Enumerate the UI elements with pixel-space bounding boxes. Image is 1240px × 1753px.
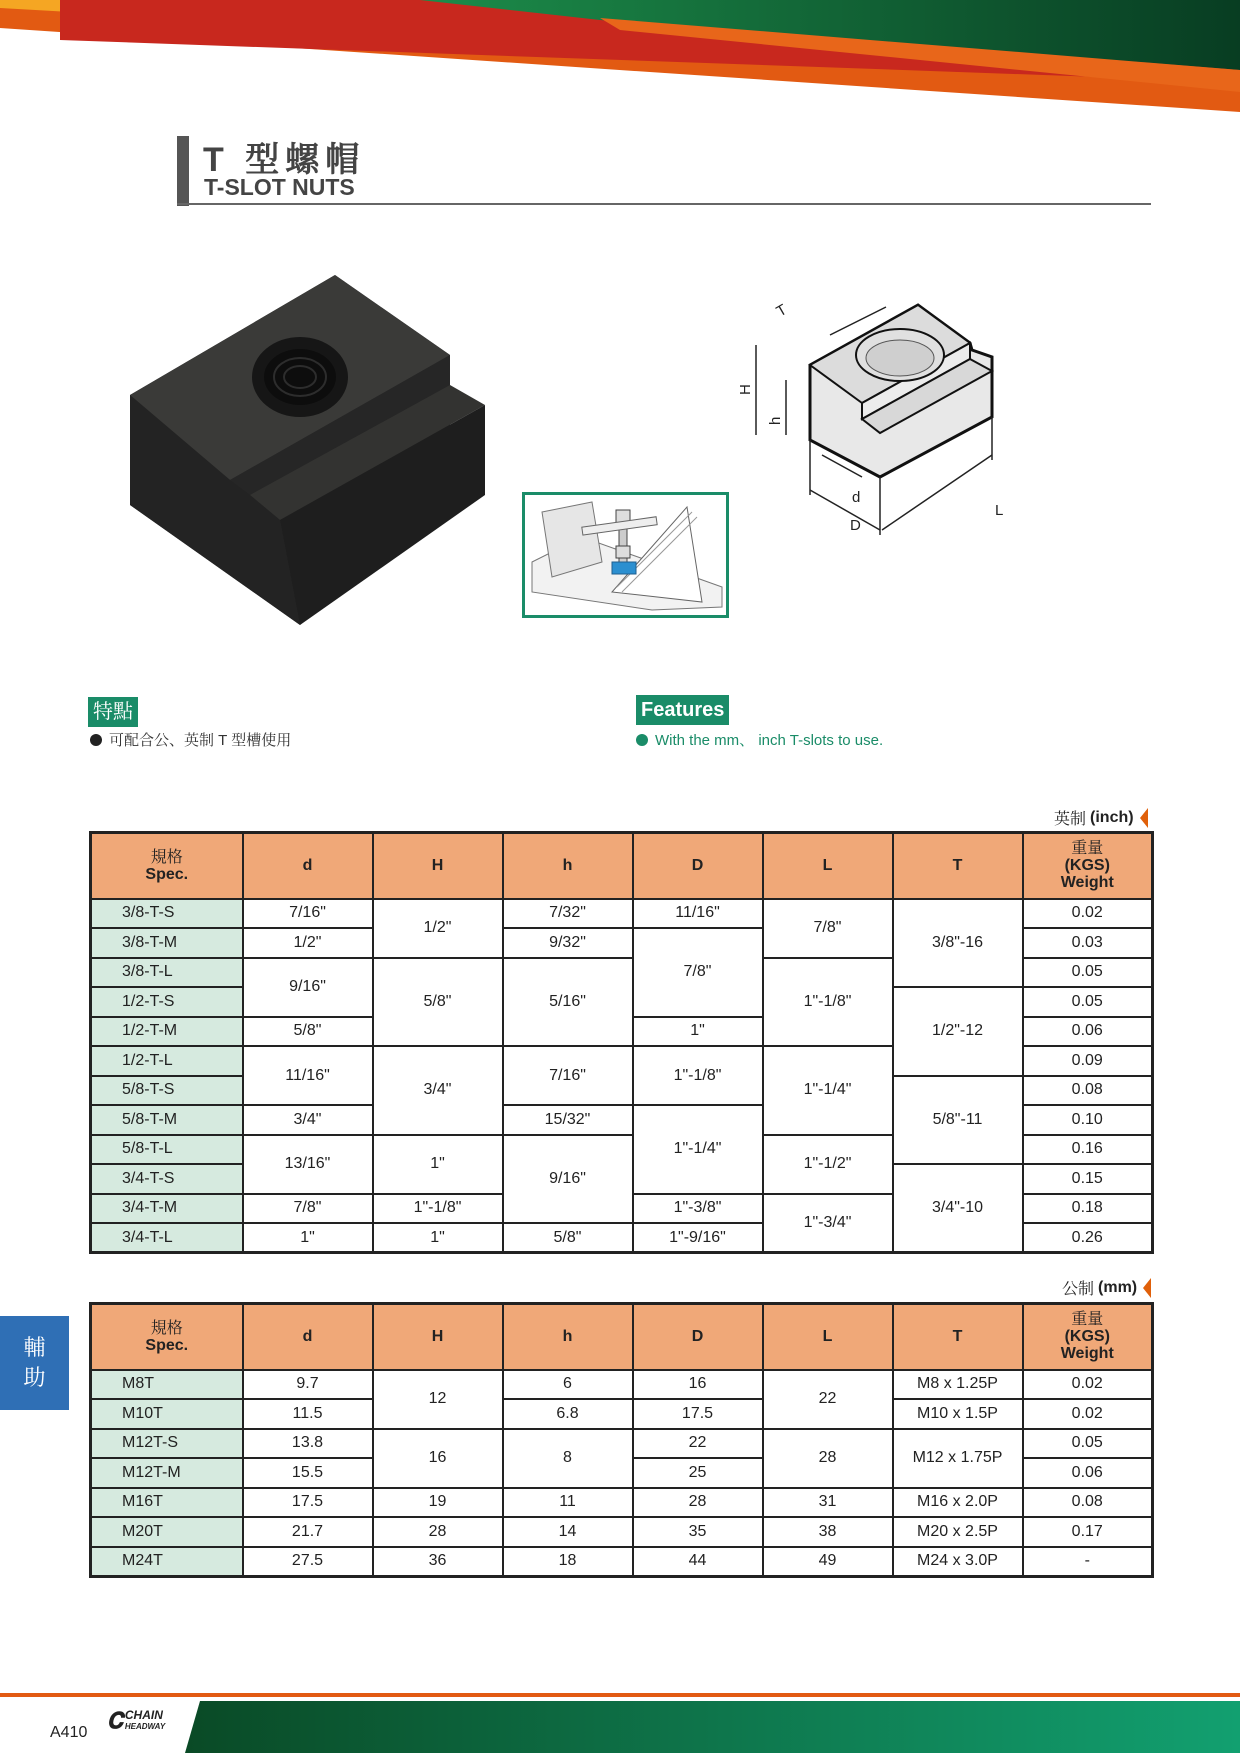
cell-D: 17.5 xyxy=(633,1399,763,1429)
cell-spec: 5/8-T-S xyxy=(91,1076,243,1106)
cell-h: 8 xyxy=(503,1429,633,1488)
feature-text-en: With the mm、 inch T-slots to use. xyxy=(655,732,884,749)
side-tab-char-1: 輔 xyxy=(23,1335,46,1360)
unit-cn: 公制 xyxy=(1062,1281,1095,1298)
cell-d: 11.5 xyxy=(243,1399,373,1429)
feature-item-en xyxy=(636,729,883,750)
title-underline xyxy=(177,203,1151,205)
cell-H: 5/8" xyxy=(373,958,503,1047)
col-h: h xyxy=(503,1304,633,1370)
triangle-marker-icon xyxy=(1143,1278,1151,1298)
cell-spec: 1/2-T-M xyxy=(91,1017,243,1047)
cell-h: 7/16" xyxy=(503,1046,633,1105)
side-tab-char-2: 助 xyxy=(23,1365,46,1390)
cell-H: 36 xyxy=(373,1547,503,1577)
cell-weight: 0.16 xyxy=(1023,1135,1153,1165)
cell-d: 13/16" xyxy=(243,1135,373,1194)
cell-D: 1"-9/16" xyxy=(633,1223,763,1253)
cell-h: 7/32" xyxy=(503,899,633,929)
cell-D: 11/16" xyxy=(633,899,763,929)
logo-text-top: CHAIN xyxy=(124,1708,163,1722)
dim-label-D: D xyxy=(850,517,861,534)
cell-weight: 0.17 xyxy=(1023,1517,1153,1547)
cell-weight: 0.02 xyxy=(1023,899,1153,929)
cell-spec: 1/2-T-L xyxy=(91,1046,243,1076)
col-D: D xyxy=(633,1304,763,1370)
cell-spec: M10T xyxy=(91,1399,243,1429)
cell-H: 1" xyxy=(373,1223,503,1253)
cell-weight: 0.03 xyxy=(1023,928,1153,958)
table-row xyxy=(91,899,1153,929)
cell-L: 1"-1/4" xyxy=(763,1046,893,1135)
cell-spec: M12T-S xyxy=(91,1429,243,1459)
col-weight: 重量 (KGS) Weight xyxy=(1023,833,1153,899)
usage-illustration xyxy=(522,492,729,618)
cell-d: 3/4" xyxy=(243,1105,373,1135)
side-category-tab[interactable] xyxy=(0,1316,69,1410)
cell-spec: 3/8-T-L xyxy=(91,958,243,988)
cell-weight: 0.10 xyxy=(1023,1105,1153,1135)
cell-h: 9/32" xyxy=(503,928,633,958)
dimension-drawing xyxy=(737,295,1080,580)
cell-spec: 5/8-T-L xyxy=(91,1135,243,1165)
cell-weight: 0.02 xyxy=(1023,1399,1153,1429)
col-H: H xyxy=(373,1304,503,1370)
col-h: h xyxy=(503,833,633,899)
cell-spec: M24T xyxy=(91,1547,243,1577)
cell-D: 1"-1/4" xyxy=(633,1105,763,1194)
cell-h: 6 xyxy=(503,1370,633,1400)
cell-d: 1" xyxy=(243,1223,373,1253)
cell-h: 15/32" xyxy=(503,1105,633,1135)
cell-L: 1"-1/2" xyxy=(763,1135,893,1194)
cell-d: 7/16" xyxy=(243,899,373,929)
cell-weight: 0.06 xyxy=(1023,1458,1153,1488)
cell-h: 11 xyxy=(503,1488,633,1518)
cell-weight: 0.08 xyxy=(1023,1076,1153,1106)
cell-weight: 0.05 xyxy=(1023,1429,1153,1459)
cell-T: M20 x 2.5P xyxy=(893,1517,1023,1547)
cell-weight: 0.06 xyxy=(1023,1017,1153,1047)
col-L: L xyxy=(763,1304,893,1370)
col-T: T xyxy=(893,833,1023,899)
table-row xyxy=(91,1547,1153,1577)
cell-spec: M16T xyxy=(91,1488,243,1518)
table-row xyxy=(91,1517,1153,1547)
cell-spec: M20T xyxy=(91,1517,243,1547)
cell-spec: M8T xyxy=(91,1370,243,1400)
cell-T: 1/2"-12 xyxy=(893,987,1023,1076)
table-row xyxy=(91,1399,1153,1429)
cell-h: 5/8" xyxy=(503,1223,633,1253)
cell-T: M8 x 1.25P xyxy=(893,1370,1023,1400)
cell-T: M12 x 1.75P xyxy=(893,1429,1023,1488)
unit-cn: 英制 xyxy=(1054,811,1087,828)
col-L: L xyxy=(763,833,893,899)
cell-h: 5/16" xyxy=(503,958,633,1047)
cell-D: 44 xyxy=(633,1547,763,1577)
cell-d: 11/16" xyxy=(243,1046,373,1105)
logo-text-bottom: HEADWAY xyxy=(124,1722,166,1731)
col-spec: 規格 Spec. xyxy=(91,1304,243,1370)
cell-spec: 3/4-T-L xyxy=(91,1223,243,1253)
col-T: T xyxy=(893,1304,1023,1370)
cell-d: 17.5 xyxy=(243,1488,373,1518)
cell-H: 1"-1/8" xyxy=(373,1194,503,1224)
col-H: H xyxy=(373,833,503,899)
cell-T: 3/4"-10 xyxy=(893,1164,1023,1253)
unit-en: (mm) xyxy=(1098,1278,1138,1296)
col-weight: 重量 (KGS) Weight xyxy=(1023,1304,1153,1370)
page-title-en: T-SLOT NUTS xyxy=(204,174,355,200)
footer-banner xyxy=(0,1693,1240,1753)
cell-D: 1"-3/8" xyxy=(633,1194,763,1224)
table-row xyxy=(91,1370,1153,1400)
dim-label-d: d xyxy=(852,489,861,506)
cell-H: 3/4" xyxy=(373,1046,503,1135)
dim-label-h: h xyxy=(767,416,784,425)
table-header-row xyxy=(91,1304,1153,1370)
cell-weight: 0.18 xyxy=(1023,1194,1153,1224)
page-number: A410 xyxy=(50,1724,88,1741)
cell-T: M16 x 2.0P xyxy=(893,1488,1023,1518)
features-heading-en: Features xyxy=(636,695,729,725)
col-D: D xyxy=(633,833,763,899)
cell-spec: 1/2-T-S xyxy=(91,987,243,1017)
cell-d: 1/2" xyxy=(243,928,373,958)
cell-D: 35 xyxy=(633,1517,763,1547)
cell-D: 16 xyxy=(633,1370,763,1400)
cell-H: 19 xyxy=(373,1488,503,1518)
cell-d: 9.7 xyxy=(243,1370,373,1400)
header-banner xyxy=(0,0,1240,125)
cell-H: 28 xyxy=(373,1517,503,1547)
cell-T: 5/8"-11 xyxy=(893,1076,1023,1165)
page-title-cn: T 型螺帽 xyxy=(203,141,366,179)
cell-T: 3/8"-16 xyxy=(893,899,1023,988)
inch-unit-label xyxy=(1054,806,1148,829)
cell-D: 1"-1/8" xyxy=(633,1046,763,1105)
cell-spec: 3/8-T-S xyxy=(91,899,243,929)
triangle-marker-icon xyxy=(1140,808,1148,828)
cell-weight: 0.02 xyxy=(1023,1370,1153,1400)
cell-weight: 0.05 xyxy=(1023,958,1153,988)
cell-weight: 0.15 xyxy=(1023,1164,1153,1194)
table-row xyxy=(91,1488,1153,1518)
company-logo xyxy=(107,1708,165,1734)
table-header-row xyxy=(91,833,1153,899)
cell-d: 15.5 xyxy=(243,1458,373,1488)
cell-h: 6.8 xyxy=(503,1399,633,1429)
table-row xyxy=(91,1429,1153,1459)
cell-h: 18 xyxy=(503,1547,633,1577)
dim-label-L: L xyxy=(995,502,1004,519)
cell-d: 5/8" xyxy=(243,1017,373,1047)
logo-mark-icon: 𝐂 xyxy=(107,1708,123,1733)
bullet-icon xyxy=(90,734,102,746)
feature-item-cn xyxy=(90,729,291,750)
inch-spec-table xyxy=(89,831,1154,1254)
cell-spec: M12T-M xyxy=(91,1458,243,1488)
cell-weight: - xyxy=(1023,1547,1153,1577)
features-heading-cn: 特點 xyxy=(88,697,138,727)
col-d: d xyxy=(243,1304,373,1370)
col-d: d xyxy=(243,833,373,899)
cell-d: 9/16" xyxy=(243,958,373,1017)
cell-D: 7/8" xyxy=(633,928,763,1017)
cell-H: 1" xyxy=(373,1135,503,1194)
cell-weight: 0.26 xyxy=(1023,1223,1153,1253)
cell-weight: 0.09 xyxy=(1023,1046,1153,1076)
cell-L: 28 xyxy=(763,1429,893,1488)
cell-H: 12 xyxy=(373,1370,503,1429)
cell-D: 22 xyxy=(633,1429,763,1459)
cell-H: 16 xyxy=(373,1429,503,1488)
cell-spec: 3/4-T-M xyxy=(91,1194,243,1224)
cell-D: 1" xyxy=(633,1017,763,1047)
cell-L: 1"-3/4" xyxy=(763,1194,893,1253)
cell-h: 14 xyxy=(503,1517,633,1547)
unit-en: (inch) xyxy=(1090,808,1134,826)
cell-L: 7/8" xyxy=(763,899,893,958)
mm-unit-label xyxy=(1062,1276,1151,1299)
cell-d: 13.8 xyxy=(243,1429,373,1459)
dim-label-H: H xyxy=(737,384,754,395)
title-accent-bar xyxy=(177,136,189,206)
cell-T: M24 x 3.0P xyxy=(893,1547,1023,1577)
cell-T: M10 x 1.5P xyxy=(893,1399,1023,1429)
mm-spec-table xyxy=(89,1302,1154,1578)
cell-d: 27.5 xyxy=(243,1547,373,1577)
cell-spec: 3/4-T-S xyxy=(91,1164,243,1194)
cell-D: 28 xyxy=(633,1488,763,1518)
cell-weight: 0.05 xyxy=(1023,987,1153,1017)
cell-L: 22 xyxy=(763,1370,893,1429)
cell-L: 1"-1/8" xyxy=(763,958,893,1047)
cell-h: 9/16" xyxy=(503,1135,633,1224)
cell-D: 25 xyxy=(633,1458,763,1488)
cell-L: 49 xyxy=(763,1547,893,1577)
cell-d: 21.7 xyxy=(243,1517,373,1547)
cell-L: 31 xyxy=(763,1488,893,1518)
cell-spec: 5/8-T-M xyxy=(91,1105,243,1135)
bullet-icon xyxy=(636,734,648,746)
dim-label-T: T xyxy=(773,301,790,321)
col-spec: 規格 Spec. xyxy=(91,833,243,899)
t-slot-nut-photo xyxy=(120,265,500,630)
cell-H: 1/2" xyxy=(373,899,503,958)
cell-d: 7/8" xyxy=(243,1194,373,1224)
cell-spec: 3/8-T-M xyxy=(91,928,243,958)
cell-weight: 0.08 xyxy=(1023,1488,1153,1518)
feature-text-cn: 可配合公、英制 T 型槽使用 xyxy=(109,732,292,749)
cell-L: 38 xyxy=(763,1517,893,1547)
